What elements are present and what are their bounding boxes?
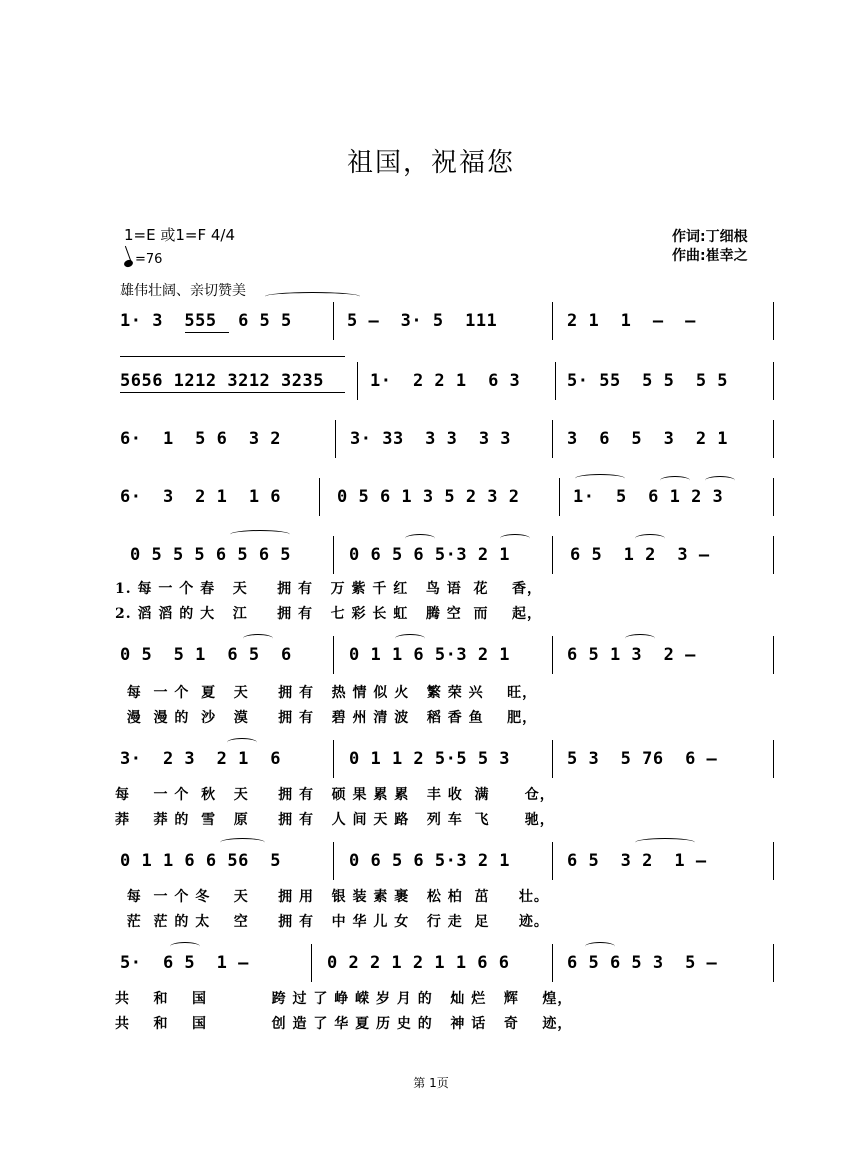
- measure: 0 1 1 6 5·3 2 1: [349, 645, 511, 665]
- tempo-value: =76: [135, 252, 163, 267]
- score-system: [115, 478, 775, 514]
- barline: [773, 302, 774, 340]
- measure: 5 – 3· 5 111: [347, 311, 498, 331]
- score-system: [115, 302, 775, 338]
- barline: [773, 478, 774, 516]
- score-system: [115, 636, 775, 672]
- score-system: [115, 740, 775, 776]
- barline: [773, 536, 774, 574]
- measure: 2 1 1 – –: [567, 311, 696, 331]
- slur: [265, 292, 360, 301]
- composer: 崔幸之: [705, 248, 748, 264]
- measure: 0 1 1 6 6 56 5: [120, 851, 282, 871]
- barline: [552, 740, 553, 778]
- barline: [357, 362, 358, 400]
- slur: [625, 634, 655, 643]
- measure: 0 2 2 1 2 1 1 6 6: [327, 953, 510, 973]
- lyric-line: 茫 茫 的 太 空 拥 有 中 华 儿 女 行 走 足 迹。: [115, 914, 549, 930]
- score-system: [115, 362, 775, 398]
- lyric-line: 每 一 个 秋 天 拥 有 硕 果 累 累 丰 收 满 仓，: [115, 787, 555, 803]
- lyric-line: 2. 滔 滔 的 大 江 拥 有 七 彩 长 虹 腾 空 而 起，: [115, 606, 542, 622]
- lyric-line: 漫 漫 的 沙 漠 拥 有 碧 州 清 波 稻 香 鱼 肥，: [115, 710, 538, 726]
- slur: [227, 738, 257, 747]
- barline: [773, 636, 774, 674]
- barline: [555, 362, 556, 400]
- measure: 6 5 6 5 3 5 –: [567, 953, 718, 973]
- measure: 6· 3 2 1 1 6: [120, 487, 282, 507]
- tempo-marking: [124, 252, 162, 267]
- lyric-line: 1. 每 一 个 春 天 拥 有 万 紫 千 红 鸟 语 花 香，: [115, 581, 542, 597]
- slur: [170, 942, 200, 951]
- measure: 5656 1212 3212 3235: [120, 371, 324, 391]
- measure: 6 5 1 3 2 –: [567, 645, 696, 665]
- lyricist: 丁细根: [705, 229, 748, 245]
- measure: 3· 33 3 3 3 3: [350, 429, 512, 449]
- measure: 3· 2 3 2 1 6: [120, 749, 282, 769]
- barline: [552, 302, 553, 340]
- quarter-note-icon: [123, 259, 134, 269]
- measure: 1· 5 6 1 2 3: [573, 487, 724, 507]
- score-system: [115, 944, 775, 980]
- credits: [672, 228, 748, 266]
- measure: 0 6 5 6 5·3 2 1: [349, 545, 511, 565]
- lyric-line: 共 和 国 创 造 了 华 夏 历 史 的 神 话 奇 迹，: [115, 1016, 573, 1032]
- page-number: 第 1页: [413, 1076, 449, 1090]
- barline: [773, 944, 774, 982]
- slur: [220, 838, 265, 847]
- barline: [311, 944, 312, 982]
- barline: [773, 842, 774, 880]
- barline: [552, 420, 553, 458]
- beam: [185, 332, 229, 333]
- slur: [585, 942, 615, 951]
- measure: 1· 2 2 1 6 3: [370, 371, 521, 391]
- lyric-line: 每 一 个 夏 天 拥 有 热 情 似 火 繁 荣 兴 旺，: [115, 685, 538, 701]
- measure: 0 5 5 5 6 5 6 5: [130, 545, 292, 565]
- slur: [230, 530, 290, 539]
- slur: [635, 838, 695, 847]
- score-system: [115, 842, 775, 878]
- beam: [120, 356, 345, 357]
- score-system: [115, 420, 775, 456]
- slur: [660, 476, 690, 485]
- slur: [405, 534, 435, 543]
- slur: [705, 476, 735, 485]
- measure: 0 1 1 2 5·5 5 3: [349, 749, 511, 769]
- slur: [635, 534, 665, 543]
- score-system: [115, 536, 775, 572]
- barline: [552, 536, 553, 574]
- slur: [500, 534, 530, 543]
- measure: 0 6 5 6 5·3 2 1: [349, 851, 511, 871]
- barline: [333, 740, 334, 778]
- measure: 3 6 5 3 2 1: [567, 429, 729, 449]
- measure: 5 3 5 76 6 –: [567, 749, 718, 769]
- slur: [395, 634, 425, 643]
- beam: [120, 392, 345, 393]
- barline: [773, 420, 774, 458]
- slur: [243, 634, 273, 643]
- barline: [335, 420, 336, 458]
- measure: 6 5 3 2 1 –: [567, 851, 707, 871]
- barline: [773, 362, 774, 400]
- measure: 5· 55 5 5 5 5: [567, 371, 729, 391]
- measure: 6 5 1 2 3 –: [570, 545, 710, 565]
- key-signature: 1=E 或1=F 4/4: [124, 226, 236, 244]
- barline: [333, 842, 334, 880]
- barline: [552, 944, 553, 982]
- measure: 1· 3 555 6 5 5: [120, 311, 292, 331]
- measure: 5· 6 5 1 –: [120, 953, 249, 973]
- barline: [333, 636, 334, 674]
- barline: [552, 636, 553, 674]
- barline: [319, 478, 320, 516]
- lyric-line: 每 一 个 冬 天 拥 用 银 装 素 裹 松 柏 茁 壮。: [115, 889, 549, 905]
- lyricist-label: 作词:: [672, 229, 706, 245]
- barline: [773, 740, 774, 778]
- barline: [333, 536, 334, 574]
- barline: [559, 478, 560, 516]
- expression-marking: 雄伟壮阔、亲切赞美: [120, 283, 246, 299]
- barline: [333, 302, 334, 340]
- composer-label: 作曲:: [672, 248, 706, 264]
- lyric-line: 共 和 国 跨 过 了 峥 嵘 岁 月 的 灿 烂 辉 煌，: [115, 991, 573, 1007]
- slur: [575, 474, 625, 483]
- measure: 0 5 5 1 6 5 6: [120, 645, 292, 665]
- page-title: 祖国，祝福您: [346, 148, 515, 178]
- lyric-line: 莽 莽 的 雪 原 拥 有 人 间 天 路 列 车 飞 驰，: [115, 812, 555, 828]
- measure: 6· 1 5 6 3 2: [120, 429, 282, 449]
- measure: 0 5 6 1 3 5 2 3 2: [337, 487, 520, 507]
- barline: [552, 842, 553, 880]
